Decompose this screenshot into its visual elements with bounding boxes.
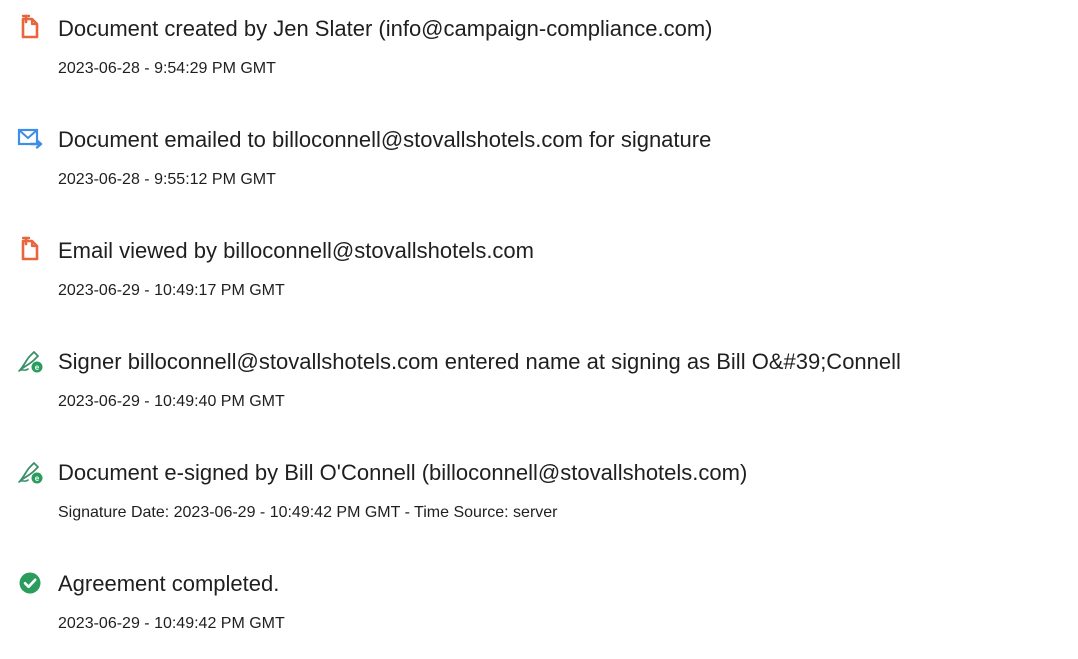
event-signature-date: Signature Date: 2023-06-29 - 10:49:42 PM GMT - Time Source: server — [58, 504, 558, 521]
event-agreement-completed — [0, 569, 1078, 659]
event-title: Email viewed by billoconnell@stovallshotels.com — [58, 238, 534, 263]
event-document-created — [0, 14, 1078, 104]
document-created-icon — [16, 14, 44, 42]
event-document-emailed — [0, 125, 1078, 215]
event-title: Agreement completed. — [58, 571, 280, 596]
pen-signature-icon — [16, 458, 44, 486]
event-title: Document emailed to billoconnell@stovallshotels.com for signature — [58, 127, 712, 152]
event-timestamp: 2023-06-29 - 10:49:17 PM GMT — [58, 282, 285, 299]
event-email-viewed — [0, 236, 1078, 326]
event-title: Document created by Jen Slater (info@campaign-compliance.com) — [58, 16, 713, 41]
email-sent-icon — [16, 125, 44, 153]
checkmark-circle-icon — [16, 569, 44, 597]
event-title: Document e-signed by Bill O'Connell (billoconnell@stovallshotels.com) — [58, 460, 748, 485]
svg-text:e: e — [34, 474, 40, 484]
document-viewed-icon — [16, 236, 44, 264]
event-timestamp: 2023-06-28 - 9:54:29 PM GMT — [58, 60, 276, 77]
event-timestamp: 2023-06-29 - 10:49:40 PM GMT — [58, 393, 285, 410]
event-timestamp: 2023-06-28 - 9:55:12 PM GMT — [58, 171, 276, 188]
event-title: Signer billoconnell@stovallshotels.com entered name at signing as Bill O&#39;Connell — [58, 349, 901, 374]
pen-signature-icon — [16, 347, 44, 375]
event-signer-entered-name — [0, 347, 1078, 437]
event-document-e-signed — [0, 458, 1078, 548]
event-timestamp: 2023-06-29 - 10:49:42 PM GMT — [58, 615, 285, 632]
svg-text:e: e — [34, 363, 40, 373]
